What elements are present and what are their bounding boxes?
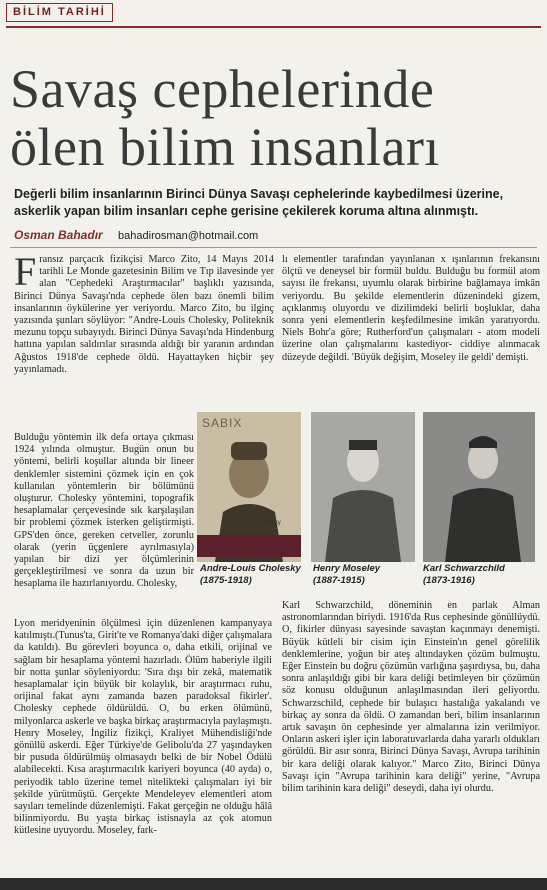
- article-column-1-top: [14, 249, 274, 430]
- portrait-moseley-icon: [311, 412, 415, 562]
- portrait-photo-schwarzchild: [423, 412, 535, 562]
- portrait-schwarzchild-icon: [423, 412, 535, 562]
- portrait-photo-moseley: [311, 412, 415, 562]
- caption-moseley: Henry Moseley (1887-1915): [313, 563, 381, 586]
- article-column-2-top: lı elementler tarafından yayınlanan x ışınlarının frekansını ölçtü ve deneysel bir formül buldu. Bulduğu bu formül atom sayısı ile frekansı, uyumlu olarak birbirine bağlamaya imkân veriyordu. Bu şekilde elementlerin düzenindeki gizem, açıklanmış oluyordu ve dizilimdeki belirli boşluklar, daha sonra yeni elementlerin keşfedilmesine imkân yaratıyordu. Niels Bohr'a göre; Rutherford'un çalışmaları - atom modeli üzerine olan çalışmalarını kastediyor- ciddiye alınmacak düzeyde değildi. 'Büyük değişim, Moseley ile geldi' demişti.: [282, 254, 540, 363]
- photo-stamp: [197, 535, 301, 557]
- article-column-2-bottom: Karl Schwarzchild, döneminin en parlak Alman astronomlarından biriydi. 1916'da Rus cephesinde gönüllüydü. O, fikirler dünyası sayesinde savaştan kaçınmayı denemişti. Büyük kütleli bir cisim için Einstein'ın genel görelilik denklemlerine, yoğun bir ateş altındayken çözüm bulmuştu. Eğer Einstein bu doğru çözümün varlığına şaşırdıysa, bu, daha sonra anlaşıldığı gibi bir kara deliği betimleyen bir çözümün söz konusu olduğunun anlaşılmasından ileri geliyordu. Schwarzschild, cephede bir bulaşıcı hastalığa yakalandı ve birkaç ay sonra da öldü. O zamandan beri, bilim insanlarının artık savaşın ön cephesinde yer almalarına izin verilmiyor. Onların askeri işler için laboratuvarlarda daha yararlı oldukları görüldü. Bir asır sonra, Birinci Dünya Savaşı, Avrupa tarihinin bir kara deliği olarak kalıyor." Marco Zito, Birinci Dünya Savaşı için "Avrupa tarihinin kara deliği" yerine, "Avrupa bilim tarihinin kara deliği" deseydi, daha iyi olurdu.: [282, 600, 540, 795]
- photo-signature: André-Louis Cholesky: [222, 520, 281, 526]
- byline: [14, 228, 534, 242]
- headline: Savaş cephelerinde ölen bilim insanları: [10, 59, 440, 177]
- author-email[interactable]: bahadirosman@hotmail.com: [118, 230, 259, 242]
- photo-credit-label: SABIX: [202, 416, 243, 430]
- article-deck: Değerli bilim insanlarının Birinci Dünya Savaşı cephelerinde kaybedilmesi üzerine, askerlik yapan bilim insanları cephe gerisine çekilerek koruma altına alınmıştı.: [14, 187, 504, 218]
- page-bottom-band: [0, 878, 547, 890]
- section-label: BİLİM TARİHİ: [6, 3, 113, 22]
- author-name: Osman Bahadır: [14, 228, 103, 242]
- caption-schwarzchild: Karl Schwarzchild (1873-1916): [423, 563, 505, 586]
- article-column-1-middle: Bulduğu yöntemin ilk defa ortaya çıkması 1924 yılında olmuştur. Bugün onun bu yöntemi, belirli koşullar altında bir lineer denklemler sistemini çözmek için en çok kullanılan yöntemlerin bir bölümünü oluşturur. Cholesky yöntemini, topografik hesaplamalar çerçevesinde sık karşılaşılan bir problemi çözmek isterken geliştirmişti. GPS'den önce, gereken cetveller, zorunlu olarak (yerin üçgenlere ayrılmasıyla) yapılan bir dizi yer ölçümlerinin gerçekleştirilmesi ve sonra da uzun bir hesaplama ile hazırlanıyordu. Cholesky,: [14, 432, 194, 590]
- drop-cap: F: [14, 249, 37, 294]
- article-text: ransız parçacık fizikçisi Marco Zito, 14 Mayıs 2014 tarihli Le Monde gazetesinin Bilim ve Tıp ilavesinde yer alan "Cephedeki Araştırmacılar" başlıklı yazısında, Birinci Dünya Savaşı'nda cephede ölen bazı önemli bilim insanlarının öykülerine yer veriyordu. Marco Zito, bu ilginç yazısında şunları söylüyor: "Andre-Louis Cholesky, Politeknik mezunu topçu subayıydı. Birinci Dünya Savaşı'nda Hindenburg hattına yapılan saldırılar sırasında aldığı bir yaranın ardından Ağustos 1918'de cephede öldü. Hayattayken hiçbir şey yayınlamadı.: [14, 254, 274, 375]
- caption-cholesky: Andre-Louis Cholesky (1875-1918): [200, 563, 301, 586]
- divider: [10, 247, 537, 248]
- article-column-1-bottom: Lyon meridyeninin ölçülmesi için düzenlenen kampanyaya katılmıştı.(Tunus'ta, Girit'te ve Romanya'daki diğer çalışmalara da katıldı). Bu görevleri boyunca o, daha etkili, orijinal ve sağlam bir hesaplama yöntemi hazırladı. Ölüm haberiyle ilgili bir notta şunlar söyleniyordu: 'Sıra dışı bir zekâ, matematik hesaplamalar için büyük bir kolaylık, bir araştırmacı ruhu, orijinal fakat aynı zamanda bazen paradoksal fikirler'. Cholesky cephede öldürüldü. O, bu erken ölümünü, milyonlarca askerle ve başka birkaç araştırmacıyla paylaşmıştı. Henry Moseley, İngiliz fizikçi, Kraliyet Mühendisliği'nde gönüllü askerdi. Eğer Türkiye'de Gelibolu'da 27 yaşındayken bir pusuda öldürülmüş olmasaydı belki de bir Nobel Ödülü alabilecekti. Kısa araştırmacılık kariyeri boyunca (40 ayda) o, periyodik tablo üzerine temel nitelikteki çalışmaları iyi bir şekilde yürütmüştü. Gerçekte Mendeleyev elementleri atom sayıları temelinde düzenlemişti. Fakat gerçeğin ne olduğu hâlâ bilinmiyordu. Bu yaşta birkaç istisnayla az çok atomun kütlesine uyuyordu. Moseley, fark-: [14, 618, 272, 837]
